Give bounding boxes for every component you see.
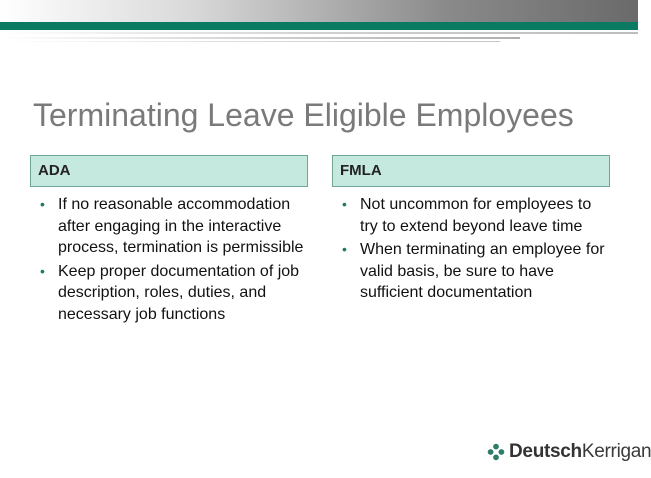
list-item bbox=[342, 194, 612, 237]
ada-bullet-list bbox=[40, 194, 310, 327]
logo-text bbox=[509, 441, 651, 463]
bullet-icon: • bbox=[40, 262, 45, 279]
list-item bbox=[40, 261, 310, 326]
bullet-text: If no reasonable accommodation after engaging in the interactive process, termination is permissible bbox=[58, 196, 304, 256]
teal-accent-band bbox=[0, 22, 638, 30]
bullet-icon: • bbox=[342, 241, 347, 257]
list-item bbox=[342, 239, 612, 304]
bullet-text: When terminating an employee for valid basis, be sure to have sufficient documentation bbox=[360, 241, 605, 301]
column-header-fmla: FMLA bbox=[332, 155, 610, 187]
top-gradient-band bbox=[0, 0, 638, 22]
list-item bbox=[40, 194, 310, 259]
decorative-line bbox=[0, 37, 520, 39]
bullet-icon: • bbox=[40, 196, 45, 212]
company-logo bbox=[487, 440, 651, 464]
logo-text-kerrigan: Kerrigan bbox=[581, 441, 651, 462]
slide-title: Terminating Leave Eligible Employees bbox=[33, 97, 574, 133]
bullet-icon: • bbox=[342, 196, 347, 212]
logo-text-deutsch: Deutsch bbox=[509, 441, 582, 462]
deutschkerrigan-logo-icon bbox=[487, 443, 505, 461]
bullet-text: Not uncommon for employees to try to extend beyond leave time bbox=[360, 196, 592, 235]
column-header-ada: ADA bbox=[30, 155, 308, 187]
decorative-line bbox=[0, 41, 500, 42]
fmla-bullet-list bbox=[342, 194, 612, 306]
decorative-line bbox=[0, 32, 638, 34]
bullet-text: Keep proper documentation of job description, roles, duties, and necessary job functions bbox=[58, 262, 300, 323]
